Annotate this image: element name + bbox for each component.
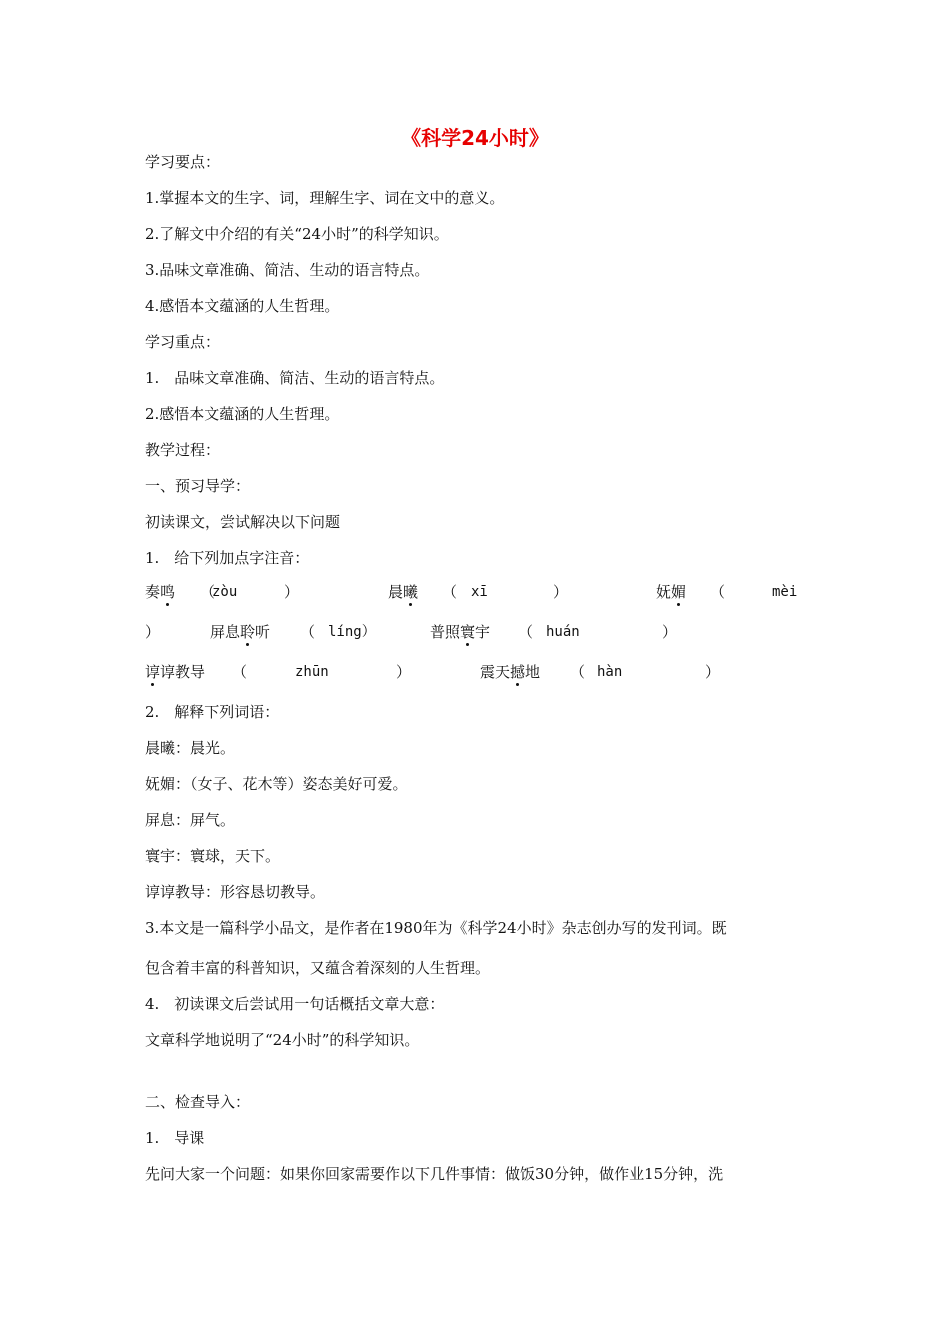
key-point-3: 3.品味文章准确、简洁、生动的语言特点。	[145, 261, 430, 279]
question-3-line-2: 包含着丰富的科普知识，又蕴含着深刻的人生哲理。	[145, 959, 491, 977]
definition-pingxi: 屏息：屏气。	[145, 811, 236, 829]
pinyin-close-1: ）	[284, 583, 300, 601]
focus-point-2: 2.感悟本文蕴涵的人生哲理。	[145, 405, 340, 423]
pinyin-close-7: ）	[705, 663, 721, 681]
pinyin-close-3: ）	[145, 623, 161, 641]
pinyin-han: hàn	[597, 664, 623, 680]
word-puzhaohuanyu: 普照寰宇	[430, 623, 491, 641]
key-point-4: 4.感悟本文蕴涵的人生哲理。	[145, 297, 340, 315]
pinyin-open-7: （	[570, 663, 586, 681]
pinyin-mei: mèi	[772, 584, 798, 600]
definition-chenxi: 晨曦：晨光。	[145, 739, 236, 757]
part2-item-1: 1. 导课	[145, 1129, 205, 1147]
word-zhunzhunjiaodao: 谆谆教导	[145, 663, 206, 681]
question-3-line-1: 3.本文是一篇科学小品文，是作者在1980年为《科学24小时》杂志创办写的发刊词。既	[145, 919, 727, 937]
word-pingxilingting: 屏息聆听	[210, 623, 271, 641]
part1-intro: 初读课文，尝试解决以下问题	[145, 513, 341, 531]
pinyin-open-6: （	[232, 663, 248, 681]
section-heading-key-points: 学习要点：	[145, 153, 221, 171]
part2-text: 先问大家一个问题：如果你回家需要作以下几件事情：做饭30分钟，做作业15分钟，洗	[145, 1165, 724, 1183]
pinyin-zou: zòu	[212, 584, 238, 600]
key-point-2: 2.了解文中介绍的有关“24小时”的科学知识。	[145, 225, 449, 243]
pinyin-close-6: ）	[396, 663, 412, 681]
question-4: 4. 初读课文后尝试用一句话概括文章大意：	[145, 995, 445, 1013]
definition-wumei: 妩媚：（女子、花木等）姿态美好可爱。	[145, 775, 408, 793]
word-wumei: 妩媚	[656, 583, 687, 601]
part1-heading: 一、预习导学：	[145, 477, 251, 495]
pinyin-open-2: （	[442, 583, 458, 601]
pinyin-open-3: （	[710, 583, 726, 601]
pinyin-close-2: ）	[553, 583, 569, 601]
word-zouming: 奏鸣	[145, 583, 176, 601]
pinyin-open-5: （	[518, 623, 534, 641]
pinyin-open-1: （	[200, 583, 216, 601]
document-title: 《科学24小时》	[401, 126, 549, 150]
pinyin-xi: xī	[471, 584, 488, 600]
word-chenxi: 晨曦	[388, 583, 419, 601]
key-point-1: 1.掌握本文的生字、词，理解生字、词在文中的意义。	[145, 189, 505, 207]
definition-huanyu: 寰宇：寰球，天下。	[145, 847, 281, 865]
pinyin-open-4: （	[300, 623, 316, 641]
pinyin-zhun: zhūn	[295, 664, 329, 680]
focus-point-1: 1. 品味文章准确、简洁、生动的语言特点。	[145, 369, 445, 387]
section-heading-focus: 学习重点：	[145, 333, 221, 351]
definition-zhunzhun: 谆谆教导：形容恳切教导。	[145, 883, 326, 901]
pinyin-ling: líng）	[328, 624, 376, 640]
word-zhentianhandi: 震天撼地	[480, 663, 541, 681]
part2-heading: 二、检查导入：	[145, 1093, 251, 1111]
question-1: 1. 给下列加点字注音：	[145, 549, 310, 567]
pinyin-huan: huán	[546, 624, 580, 640]
section-heading-process: 教学过程：	[145, 441, 221, 459]
question-2: 2. 解释下列词语：	[145, 703, 280, 721]
question-4-answer: 文章科学地说明了“24小时”的科学知识。	[145, 1031, 420, 1049]
pinyin-close-5: ）	[662, 623, 678, 641]
